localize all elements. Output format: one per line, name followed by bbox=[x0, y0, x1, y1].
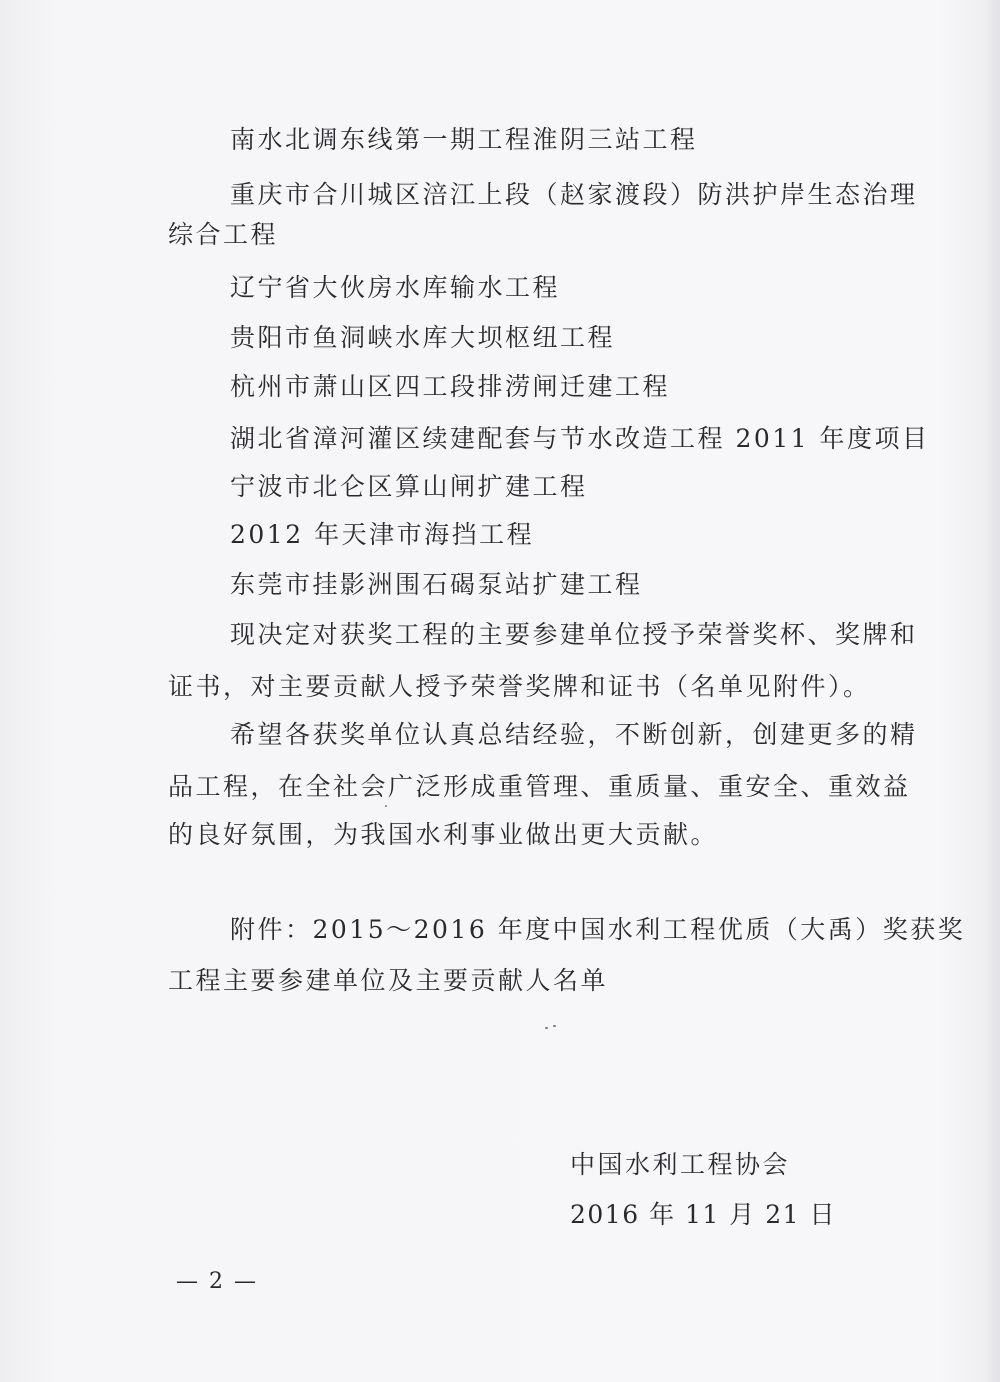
hope-paragraph-line: 希望各获奖单位认真总结经验，不断创新，创建更多的精 bbox=[230, 720, 918, 749]
project-item: 重庆市合川城区涪江上段（赵家渡段）防洪护岸生态治理 bbox=[230, 180, 918, 209]
attachment-line: 附件：2015～2016 年度中国水利工程优质（大禹）奖获奖 bbox=[230, 915, 966, 944]
hope-paragraph-line: 品工程，在全社会广泛形成重管理、重质量、重安全、重效益 bbox=[168, 772, 911, 801]
scan-speck bbox=[545, 1027, 548, 1029]
project-item: 贵阳市鱼洞峡水库大坝枢纽工程 bbox=[230, 323, 616, 352]
project-item: 东莞市挂影洲围石碣泵站扩建工程 bbox=[230, 570, 643, 599]
project-item: 南水北调东线第一期工程淮阴三站工程 bbox=[230, 125, 698, 154]
scan-speck bbox=[385, 805, 387, 807]
hope-paragraph-line: 的良好氛围，为我国水利事业做出更大贡献。 bbox=[168, 820, 719, 849]
scan-speck bbox=[553, 1025, 556, 1027]
project-item: 湖北省漳河灌区续建配套与节水改造工程 2011 年度项目 bbox=[230, 424, 930, 453]
signature-organization: 中国水利工程协会 bbox=[570, 1150, 791, 1179]
project-item: 2012 年天津市海挡工程 bbox=[230, 520, 535, 549]
page-edge-shadow bbox=[986, 0, 1000, 1382]
signature-date: 2016 年 11 月 21 日 bbox=[570, 1200, 836, 1229]
attachment-line: 工程主要参建单位及主要贡献人名单 bbox=[168, 966, 609, 995]
project-item: 宁波市北仑区算山闸扩建工程 bbox=[230, 472, 588, 501]
project-item: 杭州市萧山区四工段排涝闸迁建工程 bbox=[230, 372, 671, 401]
project-item: 辽宁省大伙房水库输水工程 bbox=[230, 273, 561, 302]
project-item-continuation: 综合工程 bbox=[168, 220, 279, 249]
decision-paragraph-line: 证书，对主要贡献人授予荣誉奖牌和证书（名单见附件）。 bbox=[168, 672, 871, 701]
decision-paragraph-line: 现决定对获奖工程的主要参建单位授予荣誉奖杯、奖牌和 bbox=[230, 620, 918, 649]
page-number: — 2 — bbox=[176, 1269, 258, 1294]
